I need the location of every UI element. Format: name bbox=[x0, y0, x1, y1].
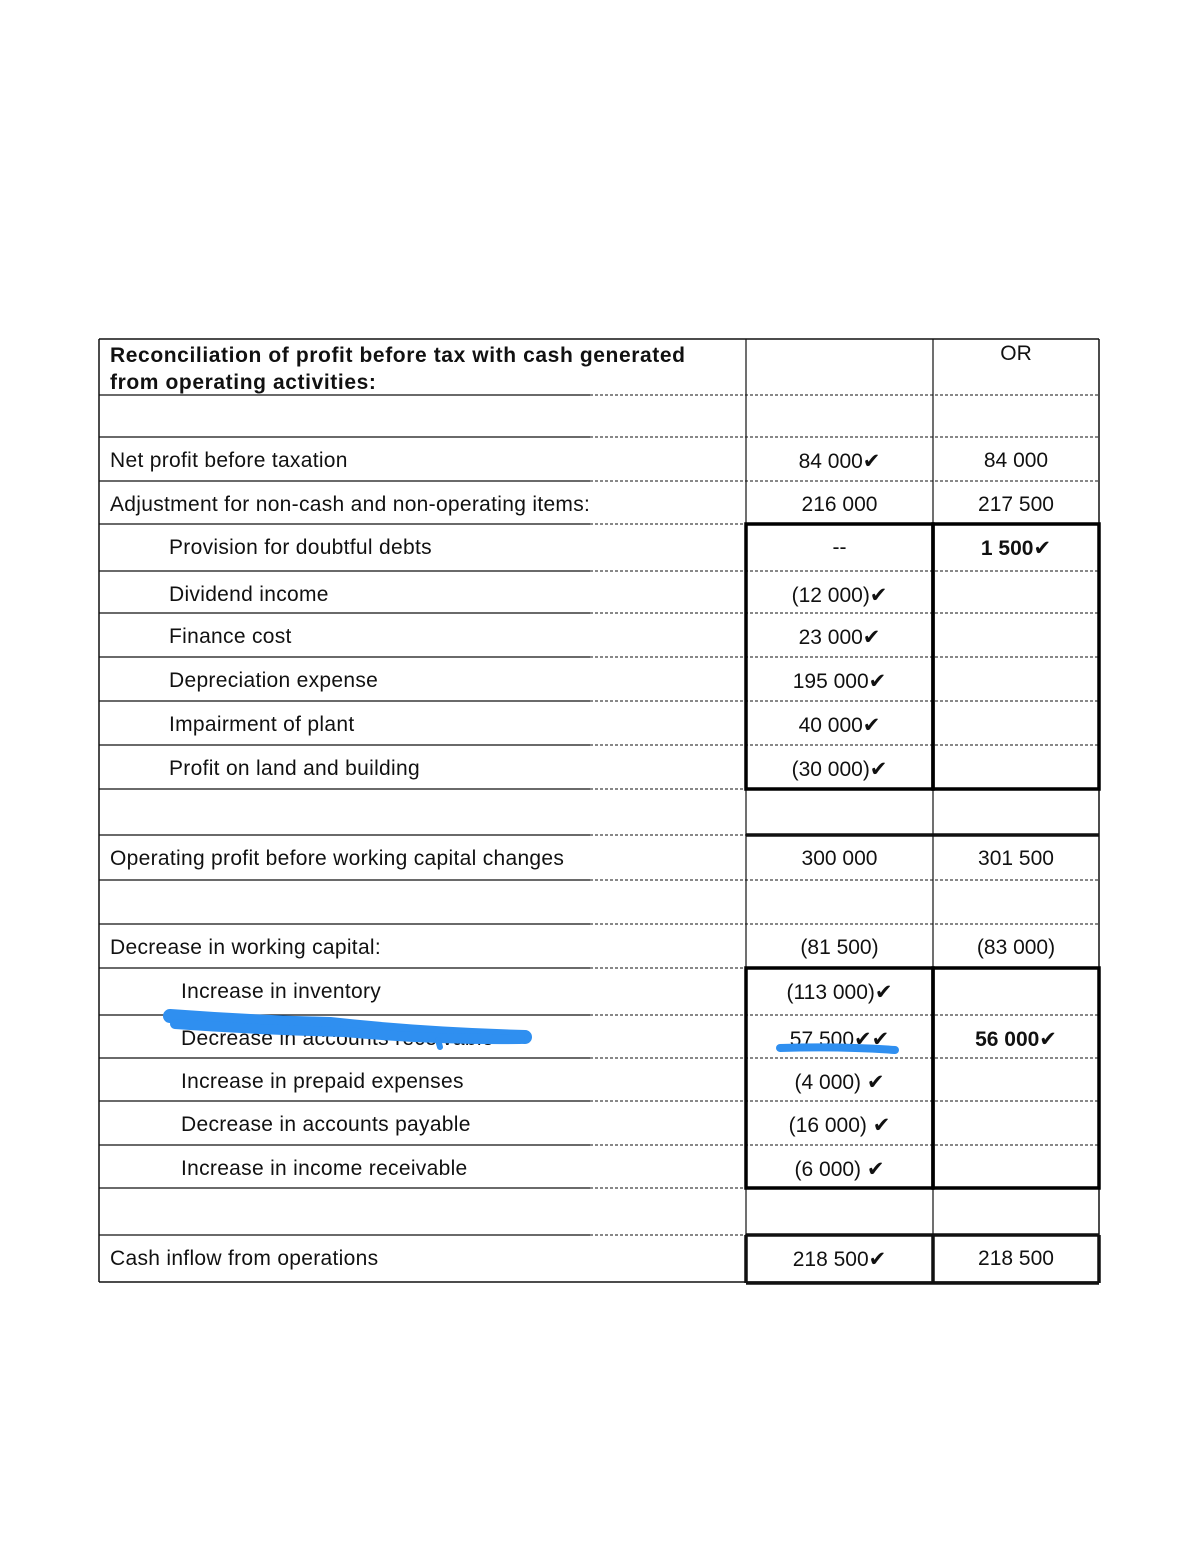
table-row bbox=[99, 657, 1099, 701]
row-value-cell bbox=[746, 571, 933, 613]
row-label: Decrease in accounts receivable bbox=[181, 1027, 494, 1050]
row-value-cell bbox=[746, 1235, 933, 1282]
row-value: (81 500) bbox=[800, 936, 879, 959]
row-alt-cell bbox=[933, 437, 1099, 481]
row-value-cell bbox=[746, 481, 933, 524]
row-value-cell bbox=[746, 968, 933, 1015]
row-value-cell bbox=[746, 524, 933, 571]
row-value-cell bbox=[746, 880, 933, 924]
row-alt-cell bbox=[933, 657, 1099, 701]
row-alt-cell bbox=[933, 701, 1099, 745]
row-value: (12 000)✔ bbox=[791, 584, 888, 607]
row-alt-cell bbox=[933, 613, 1099, 657]
row-alt-cell bbox=[933, 1235, 1099, 1282]
table-row-blank bbox=[99, 395, 1099, 437]
row-value: 300 000 bbox=[801, 847, 878, 870]
row-value: (30 000)✔ bbox=[791, 758, 888, 781]
row-label: Cash inflow from operations bbox=[110, 1247, 379, 1270]
row-value: 218 500✔ bbox=[792, 1248, 887, 1271]
row-label: Increase in income receivable bbox=[181, 1157, 468, 1180]
row-value-cell bbox=[746, 657, 933, 701]
row-value-cell bbox=[746, 745, 933, 789]
row-label: Finance cost bbox=[169, 625, 292, 648]
row-alt-cell bbox=[933, 789, 1099, 835]
row-value: (113 000)✔ bbox=[786, 981, 893, 1004]
row-value: 40 000✔ bbox=[798, 714, 881, 737]
row-label: Operating profit before working capital changes bbox=[110, 847, 565, 870]
row-value: 216 000 bbox=[801, 493, 878, 516]
row-label-cell bbox=[99, 1015, 746, 1058]
row-alt-value: 218 500 bbox=[978, 1247, 1054, 1270]
row-label-cell bbox=[99, 968, 746, 1015]
row-label: Dividend income bbox=[169, 583, 329, 606]
row-label: Impairment of plant bbox=[169, 713, 355, 736]
row-value: 57 500✔✔ bbox=[789, 1028, 890, 1051]
row-alt-cell bbox=[933, 880, 1099, 924]
table-row bbox=[99, 1058, 1099, 1101]
table-row bbox=[99, 1235, 1099, 1282]
row-alt-value: (83 000) bbox=[976, 936, 1056, 959]
row-alt-value: 1 500✔ bbox=[980, 537, 1052, 560]
row-label-cell bbox=[99, 745, 746, 789]
row-value-cell bbox=[746, 1015, 933, 1058]
row-label-cell bbox=[99, 789, 746, 835]
row-label-cell bbox=[99, 835, 746, 880]
row-label-cell bbox=[99, 1145, 746, 1188]
row-alt-cell bbox=[933, 745, 1099, 789]
table-row bbox=[99, 524, 1099, 571]
row-label: Net profit before taxation bbox=[110, 449, 348, 472]
row-label-cell bbox=[99, 524, 746, 571]
table-row bbox=[99, 1015, 1099, 1058]
row-value: 84 000✔ bbox=[798, 450, 881, 473]
row-label: Depreciation expense bbox=[169, 669, 379, 692]
row-value-cell bbox=[746, 789, 933, 835]
row-label-cell bbox=[99, 1101, 746, 1145]
table-row bbox=[99, 835, 1099, 880]
row-label-cell bbox=[99, 481, 746, 524]
row-value: -- bbox=[832, 536, 847, 559]
table-header-row bbox=[99, 339, 1099, 395]
row-label-cell bbox=[99, 924, 746, 968]
table-row bbox=[99, 571, 1099, 613]
header-title-cell bbox=[99, 339, 746, 395]
row-label-cell bbox=[99, 571, 746, 613]
table-row bbox=[99, 701, 1099, 745]
row-label-cell bbox=[99, 657, 746, 701]
row-value-cell bbox=[746, 1101, 933, 1145]
row-value-cell bbox=[746, 701, 933, 745]
row-label-cell bbox=[99, 437, 746, 481]
row-alt-value: 217 500 bbox=[978, 493, 1054, 516]
row-alt-cell bbox=[933, 1058, 1099, 1101]
row-value-cell bbox=[746, 924, 933, 968]
row-label: Decrease in accounts payable bbox=[181, 1113, 471, 1136]
row-value-cell bbox=[746, 613, 933, 657]
row-alt-value: 56 000✔ bbox=[975, 1028, 1057, 1051]
alt-column-header: OR bbox=[1000, 342, 1032, 365]
row-value: (16 000) ✔ bbox=[788, 1114, 891, 1137]
table-row bbox=[99, 481, 1099, 524]
row-value: (4 000) ✔ bbox=[794, 1071, 885, 1094]
table-row bbox=[99, 924, 1099, 968]
row-label-cell bbox=[99, 1235, 746, 1282]
row-value-cell bbox=[746, 437, 933, 481]
table-row bbox=[99, 613, 1099, 657]
row-value: (6 000) ✔ bbox=[794, 1158, 885, 1181]
row-value: 23 000✔ bbox=[798, 626, 881, 649]
table-title: Reconciliation of profit before tax with cash generated from operating activities: bbox=[110, 344, 686, 394]
row-value-cell bbox=[746, 835, 933, 880]
row-value-cell bbox=[746, 1188, 933, 1235]
table-row-blank bbox=[99, 1188, 1099, 1235]
row-label: Profit on land and building bbox=[169, 757, 420, 780]
row-value: 195 000✔ bbox=[792, 670, 887, 693]
row-label-cell bbox=[99, 701, 746, 745]
table-row bbox=[99, 968, 1099, 1015]
table-row bbox=[99, 1101, 1099, 1145]
row-value-cell bbox=[746, 1145, 933, 1188]
table-row-blank bbox=[99, 880, 1099, 924]
table-row bbox=[99, 437, 1099, 481]
header-value-cell bbox=[746, 339, 933, 395]
header-alt-cell bbox=[933, 339, 1099, 395]
row-label-cell bbox=[99, 880, 746, 924]
table-row bbox=[99, 1145, 1099, 1188]
row-alt-cell bbox=[933, 1101, 1099, 1145]
table-row-blank bbox=[99, 789, 1099, 835]
row-label-cell bbox=[99, 613, 746, 657]
row-label: Increase in inventory bbox=[181, 980, 382, 1003]
row-alt-value: 84 000 bbox=[983, 449, 1049, 472]
row-alt-cell bbox=[933, 835, 1099, 880]
row-value-cell bbox=[746, 1058, 933, 1101]
row-alt-cell bbox=[933, 524, 1099, 571]
row-alt-cell bbox=[933, 571, 1099, 613]
row-label-cell bbox=[99, 1058, 746, 1101]
row-alt-cell bbox=[933, 481, 1099, 524]
row-alt-value: 301 500 bbox=[978, 847, 1054, 870]
row-alt-cell bbox=[933, 968, 1099, 1015]
row-label: Adjustment for non-cash and non-operating items: bbox=[110, 493, 591, 516]
row-alt-cell bbox=[933, 1015, 1099, 1058]
row-label-cell bbox=[99, 1188, 746, 1235]
table-row bbox=[99, 745, 1099, 789]
row-label: Provision for doubtful debts bbox=[169, 536, 432, 559]
row-alt-cell bbox=[933, 1188, 1099, 1235]
row-alt-cell bbox=[933, 1145, 1099, 1188]
row-label: Decrease in working capital: bbox=[110, 936, 382, 959]
row-label: Increase in prepaid expenses bbox=[181, 1070, 464, 1093]
row-alt-cell bbox=[933, 924, 1099, 968]
